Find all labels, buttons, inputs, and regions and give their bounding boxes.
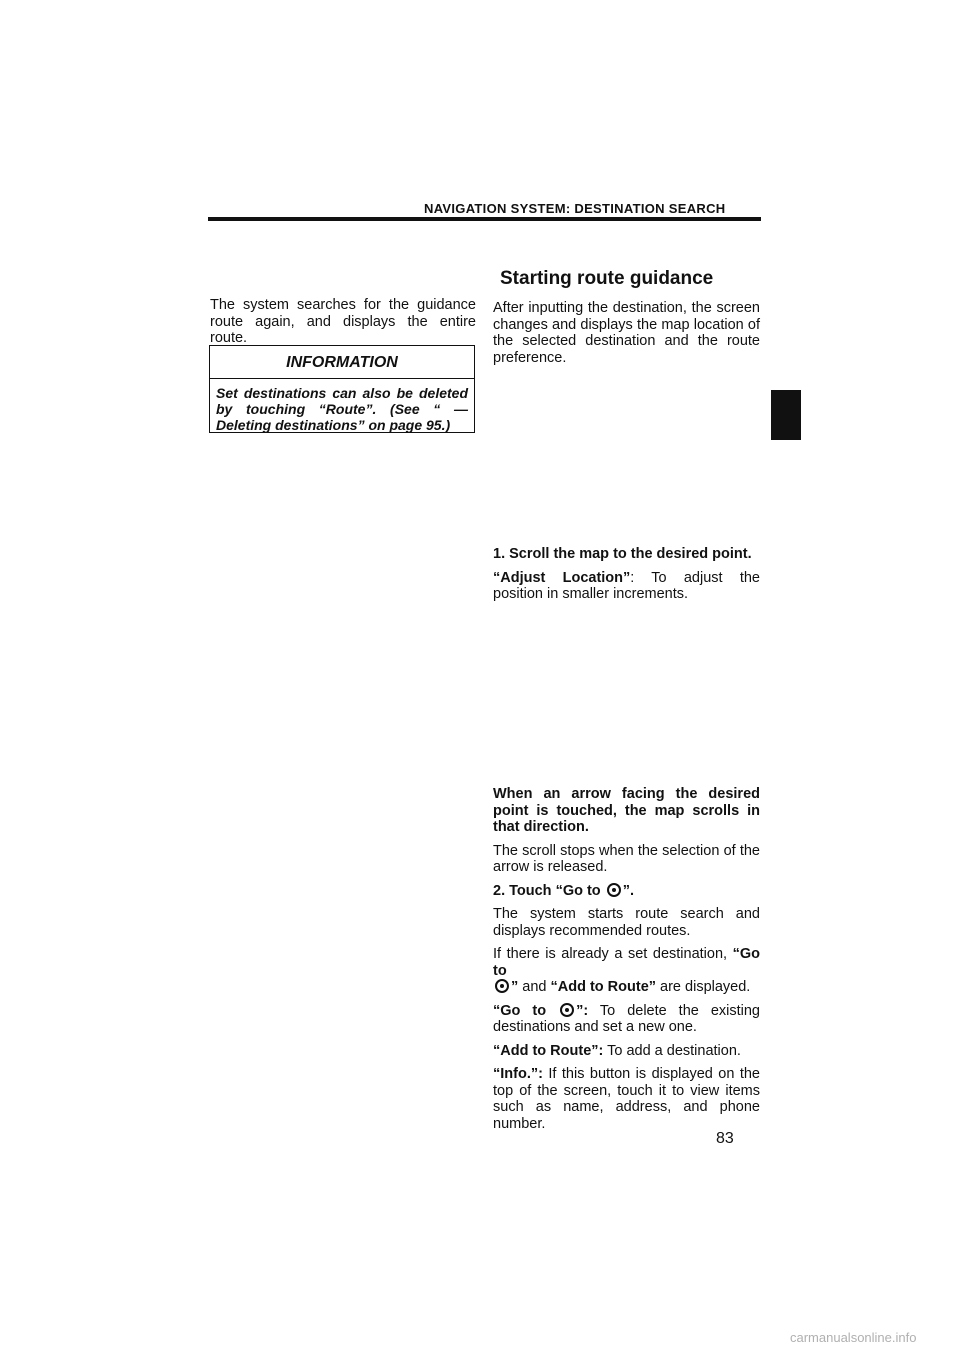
chapter-tab (771, 390, 801, 440)
info-description: “Info.”: If this button is displayed on the top of the screen, touch it to view items such as name, address, and phone number. (493, 1066, 760, 1132)
page-number: 83 (716, 1130, 734, 1147)
add-route-description: “Add to Route”: To add a destination. (493, 1042, 741, 1059)
starts-search: The system starts route search and displays recommended routes. (493, 906, 760, 939)
information-title: INFORMATION (210, 346, 474, 379)
arrow-instruction: When an arrow facing the desired point is touched, the map scrolls in that direction. (493, 786, 760, 835)
section-title: Starting route guidance (500, 268, 714, 289)
goto-description: “Go to ”: To delete the existing destinations and set a new one. (493, 1002, 760, 1035)
destination-flag-icon (607, 883, 621, 897)
left-intro: The system searches for the guidance route again, and displays the entire route. (210, 297, 476, 346)
step2: 2. Touch “Go to ”. (493, 882, 634, 899)
already-set: If there is already a set destination, “Go to ” and “Add to Route” are displayed. (493, 946, 760, 995)
right-intro-block (493, 300, 760, 373)
step1-block (493, 546, 760, 610)
scroll-stops: The scroll stops when the selection of the arrow is released. (493, 842, 760, 875)
header-title: NAVIGATION SYSTEM: DESTINATION SEARCH (424, 201, 726, 216)
information-body: Set destinations can also be deleted by touching “Route”. (See “ — Deleting destinations” on page 95.) (216, 385, 468, 433)
right-intro: After inputting the destination, the screen changes and displays the map location of the selected destination and the route preference. (493, 300, 760, 366)
watermark: carmanualsonline.info (790, 1330, 917, 1345)
header-rule (208, 217, 761, 221)
information-box (209, 345, 475, 433)
destination-flag-icon (560, 1003, 574, 1017)
step2-block (493, 786, 760, 1139)
step1: 1. Scroll the map to the desired point. (493, 546, 752, 562)
destination-flag-icon (495, 979, 509, 993)
adjust-location-note: “Adjust Location”: To adjust the position in smaller increments. (493, 569, 760, 602)
